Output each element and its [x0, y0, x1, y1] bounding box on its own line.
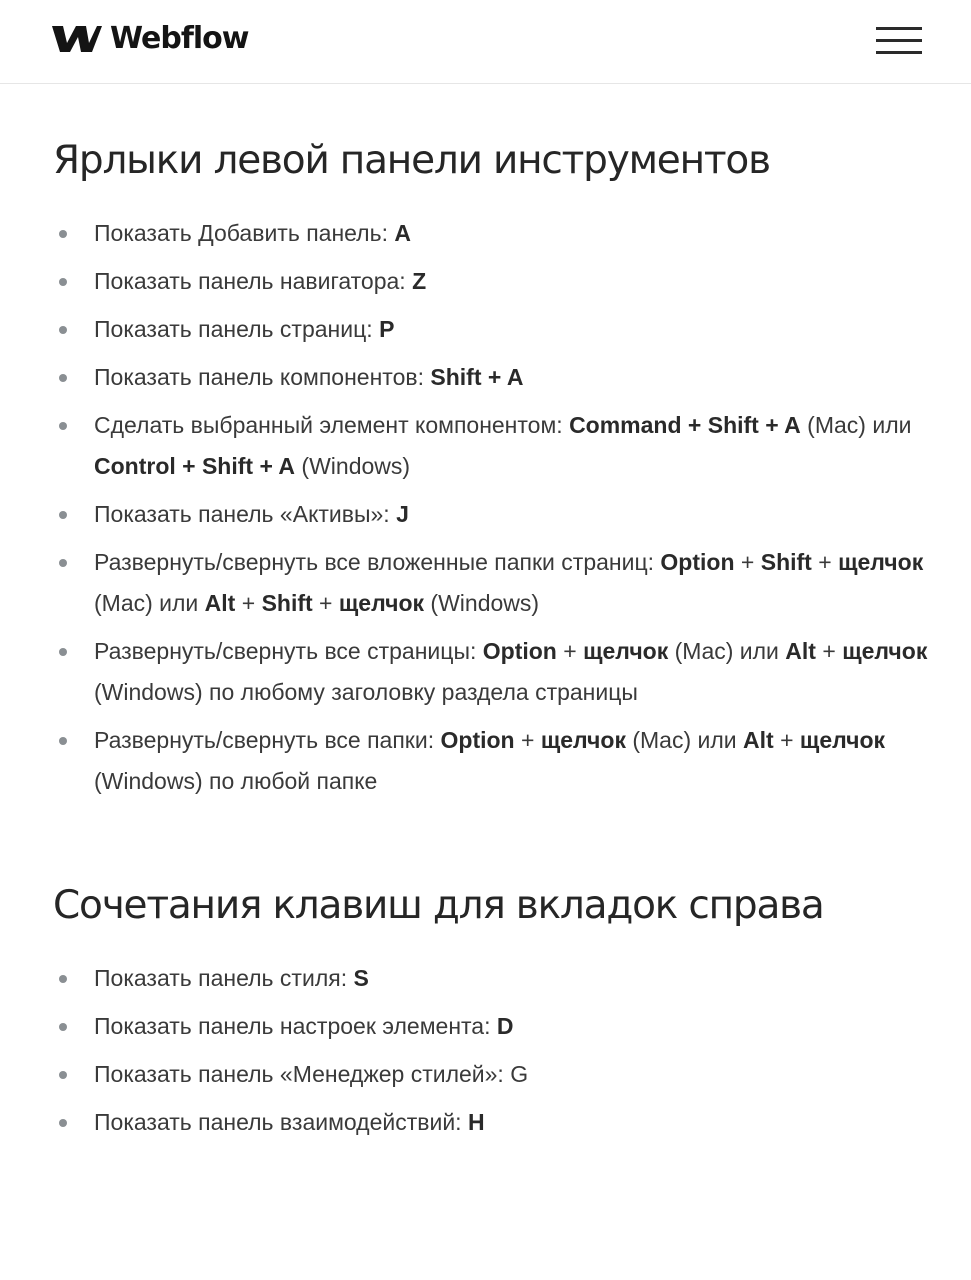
- shortcut-description: Показать панель компонентов:: [94, 364, 431, 390]
- shortcut-key: щелчок: [838, 549, 924, 575]
- shortcut-key: H: [467, 1109, 485, 1135]
- shortcut-key: Shift: [760, 549, 812, 575]
- shortcut-description: Развернуть/свернуть все папки:: [94, 727, 441, 753]
- shortcut-description: (Windows): [295, 453, 411, 479]
- shortcut-key: Control + Shift + A: [94, 453, 296, 479]
- shortcut-description: (Mac) или: [94, 590, 205, 616]
- shortcut-key: Z: [412, 268, 427, 294]
- shortcut-list-item: [53, 1054, 933, 1095]
- shortcut-key: Alt: [204, 590, 236, 616]
- shortcut-description: Сделать выбранный элемент компонентом:: [94, 412, 570, 438]
- shortcut-key: Option: [482, 638, 557, 664]
- shortcut-description: Показать панель страниц:: [94, 316, 380, 342]
- shortcut-list-item: [53, 405, 933, 487]
- shortcut-description: (Windows) по любой папке: [94, 768, 378, 794]
- shortcut-list-item: [53, 1102, 933, 1143]
- menu-line-middle: [876, 39, 922, 42]
- shortcut-description: (Mac) или: [625, 727, 744, 753]
- shortcut-description: +: [312, 590, 339, 616]
- shortcut-description: Показать панель навигатора:: [94, 268, 413, 294]
- shortcut-key: D: [496, 1013, 514, 1039]
- shortcut-description: +: [773, 727, 800, 753]
- shortcut-description: Показать Добавить панель:: [94, 220, 395, 246]
- shortcut-list-item: [53, 1006, 933, 1047]
- webflow-w-logo-icon: [52, 23, 102, 55]
- shortcut-description: Развернуть/свернуть все страницы:: [94, 638, 483, 664]
- shortcut-description: +: [514, 727, 541, 753]
- shortcut-key: Command + Shift + A: [569, 412, 801, 438]
- shortcut-description: (Mac) или: [800, 412, 912, 438]
- shortcut-description: (Windows): [424, 590, 540, 616]
- shortcut-description: +: [734, 549, 761, 575]
- shortcut-description: +: [235, 590, 262, 616]
- shortcut-description: +: [815, 638, 843, 664]
- shortcut-list-item: [53, 958, 933, 999]
- shortcut-key: P: [379, 316, 395, 342]
- shortcut-description: (Windows) по любому заголовку раздела страницы: [94, 679, 638, 705]
- shortcut-list-item: [53, 261, 933, 302]
- shortcut-key: Alt: [785, 638, 816, 664]
- shortcut-description: +: [556, 638, 584, 664]
- shortcut-description: Показать панель «Менеджер стилей»: G: [94, 1061, 529, 1087]
- shortcut-description: Показать панель стиля:: [94, 965, 354, 991]
- shortcut-list-item: [53, 542, 933, 624]
- hamburger-menu-button[interactable]: [876, 26, 922, 56]
- shortcut-list-item: [53, 720, 933, 802]
- section-title-right-tabs: Сочетания клавиш для вкладок справа: [53, 883, 824, 928]
- shortcut-list-right-tabs: [53, 958, 933, 1150]
- shortcut-key: J: [396, 501, 409, 527]
- shortcut-key: Alt: [743, 727, 774, 753]
- shortcut-key: Option: [440, 727, 515, 753]
- menu-line-bottom: [876, 51, 922, 54]
- shortcut-list-item: [53, 309, 933, 350]
- shortcut-key: S: [353, 965, 369, 991]
- shortcut-key: щелчок: [583, 638, 669, 664]
- shortcut-key: щелчок: [540, 727, 626, 753]
- shortcut-description: Показать панель «Активы»:: [94, 501, 397, 527]
- shortcut-description: Показать панель настроек элемента:: [94, 1013, 497, 1039]
- shortcut-list-item: [53, 213, 933, 254]
- shortcut-list-item: [53, 631, 933, 713]
- shortcut-description: Развернуть/свернуть все вложенные папки страниц:: [94, 549, 661, 575]
- site-header: [0, 0, 971, 84]
- shortcut-list-left-toolbar: [53, 213, 933, 809]
- shortcut-key: A: [394, 220, 411, 246]
- shortcut-key: щелчок: [842, 638, 928, 664]
- webflow-logo-link[interactable]: [52, 22, 249, 56]
- shortcut-key: щелчок: [338, 590, 425, 616]
- shortcut-key: Option: [660, 549, 735, 575]
- shortcut-list-item: [53, 494, 933, 535]
- shortcut-list-item: [53, 357, 933, 398]
- section-title-left-toolbar: Ярлыки левой панели инструментов: [53, 138, 770, 183]
- shortcut-description: +: [811, 549, 839, 575]
- shortcut-description: (Mac) или: [668, 638, 786, 664]
- shortcut-key: Shift + A: [430, 364, 524, 390]
- shortcut-description: Показать панель взаимодействий:: [94, 1109, 468, 1135]
- shortcut-key: Shift: [261, 590, 313, 616]
- shortcut-key: щелчок: [799, 727, 886, 753]
- menu-line-top: [876, 27, 922, 30]
- brand-name: Webflow: [110, 21, 249, 56]
